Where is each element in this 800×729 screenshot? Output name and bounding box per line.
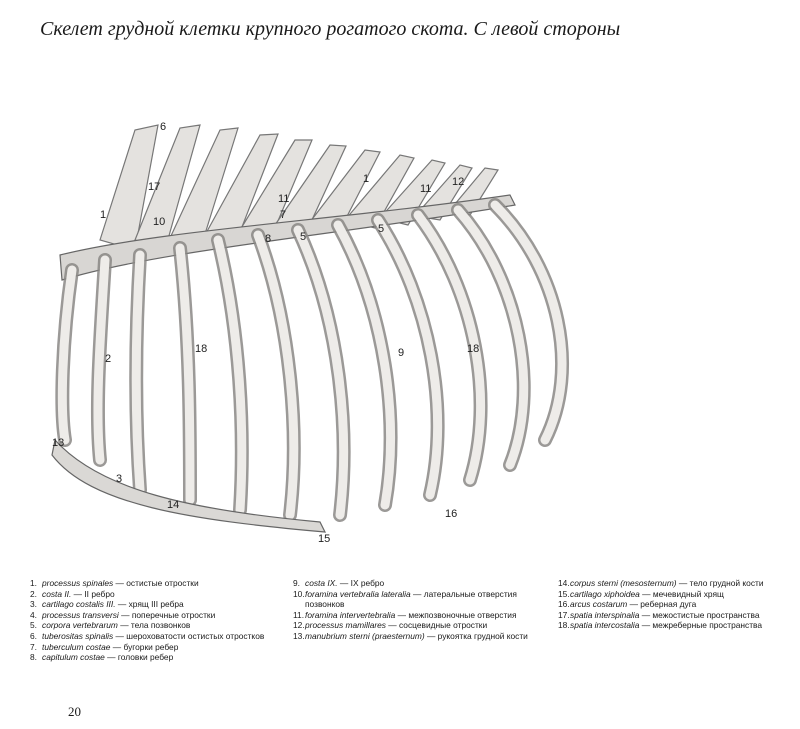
legend-item: 6. tuberositas spinalis — шероховатости остистых отростков — [30, 630, 265, 641]
legend-column-2 — [293, 578, 548, 642]
label-16: 16 — [445, 508, 458, 520]
legend-item: 14. corpus sterni (mesosternum) — тело грудной кости — [558, 578, 764, 588]
legend-item: 10. foramina vertebralia lateralia — латеральные отверстия позвонков — [293, 588, 517, 610]
label-5: 5 — [300, 231, 307, 243]
legend-item: 4. processus transversi — поперечные отростки — [30, 609, 216, 620]
legend-item: 8. capitulum costae — головки ребер — [30, 652, 174, 663]
legend-item: 5. corpora vertebrarum — тела позвонков — [30, 620, 191, 631]
label-8: 8 — [265, 233, 272, 245]
label-13: 13 — [52, 437, 65, 449]
label-6: 6 — [160, 121, 167, 133]
legend-item: 2. costa II. — II ребро — [30, 588, 115, 599]
page-title: Скелет грудной клетки крупного рогатого скота. С левой стороны — [40, 18, 621, 40]
rib-cage-illustration — [40, 110, 620, 550]
legend-column-3 — [558, 578, 793, 631]
label-7: 7 — [280, 209, 287, 221]
legend-item: 11. foramina intervertebralia — межпозвоночные отверстия — [293, 609, 517, 620]
legend-item: 7. tuberculum costae — бугорки ребер — [30, 641, 179, 652]
label-18b: 18 — [467, 343, 480, 355]
legend-item: 9. costa IX. — IX ребро — [293, 578, 385, 588]
label-15: 15 — [318, 533, 331, 545]
label-1b: 1 — [363, 173, 370, 185]
label-3: 3 — [116, 473, 123, 485]
legend-item: 3. cartilago costalis III. — хрящ III ребра — [30, 599, 184, 610]
page-number: 20 — [68, 704, 81, 719]
label-9: 9 — [398, 347, 405, 359]
legend-item: 1. processus spinales — остистые отростки — [30, 578, 199, 588]
legend-item: 12. processus mamillares — сосцевидные отростки — [293, 620, 488, 631]
label-2: 2 — [105, 353, 112, 365]
label-17: 17 — [148, 181, 161, 193]
label-5b: 5 — [378, 223, 385, 235]
label-1: 1 — [100, 209, 107, 221]
legend-column-1 — [30, 578, 280, 663]
legend-item: 15. cartilago xiphoidea — мечевидный хрящ — [558, 588, 724, 599]
label-14: 14 — [167, 499, 180, 511]
legend-item: 16. arcus costarum — реберная дуга — [558, 599, 697, 610]
label-12: 12 — [452, 176, 465, 188]
label-10: 10 — [153, 216, 166, 228]
label-11: 11 — [278, 193, 290, 205]
label-11b: 11 — [420, 183, 432, 195]
label-18: 18 — [195, 343, 208, 355]
legend-item: 17. spatia interspinalia — межостистые пространства — [558, 609, 760, 620]
legend-item: 13. manubrium sterni (praesternum) — рукоятка грудной кости — [293, 630, 528, 641]
legend-item: 18. spatia intercostalia — межреберные пространства — [558, 620, 763, 631]
